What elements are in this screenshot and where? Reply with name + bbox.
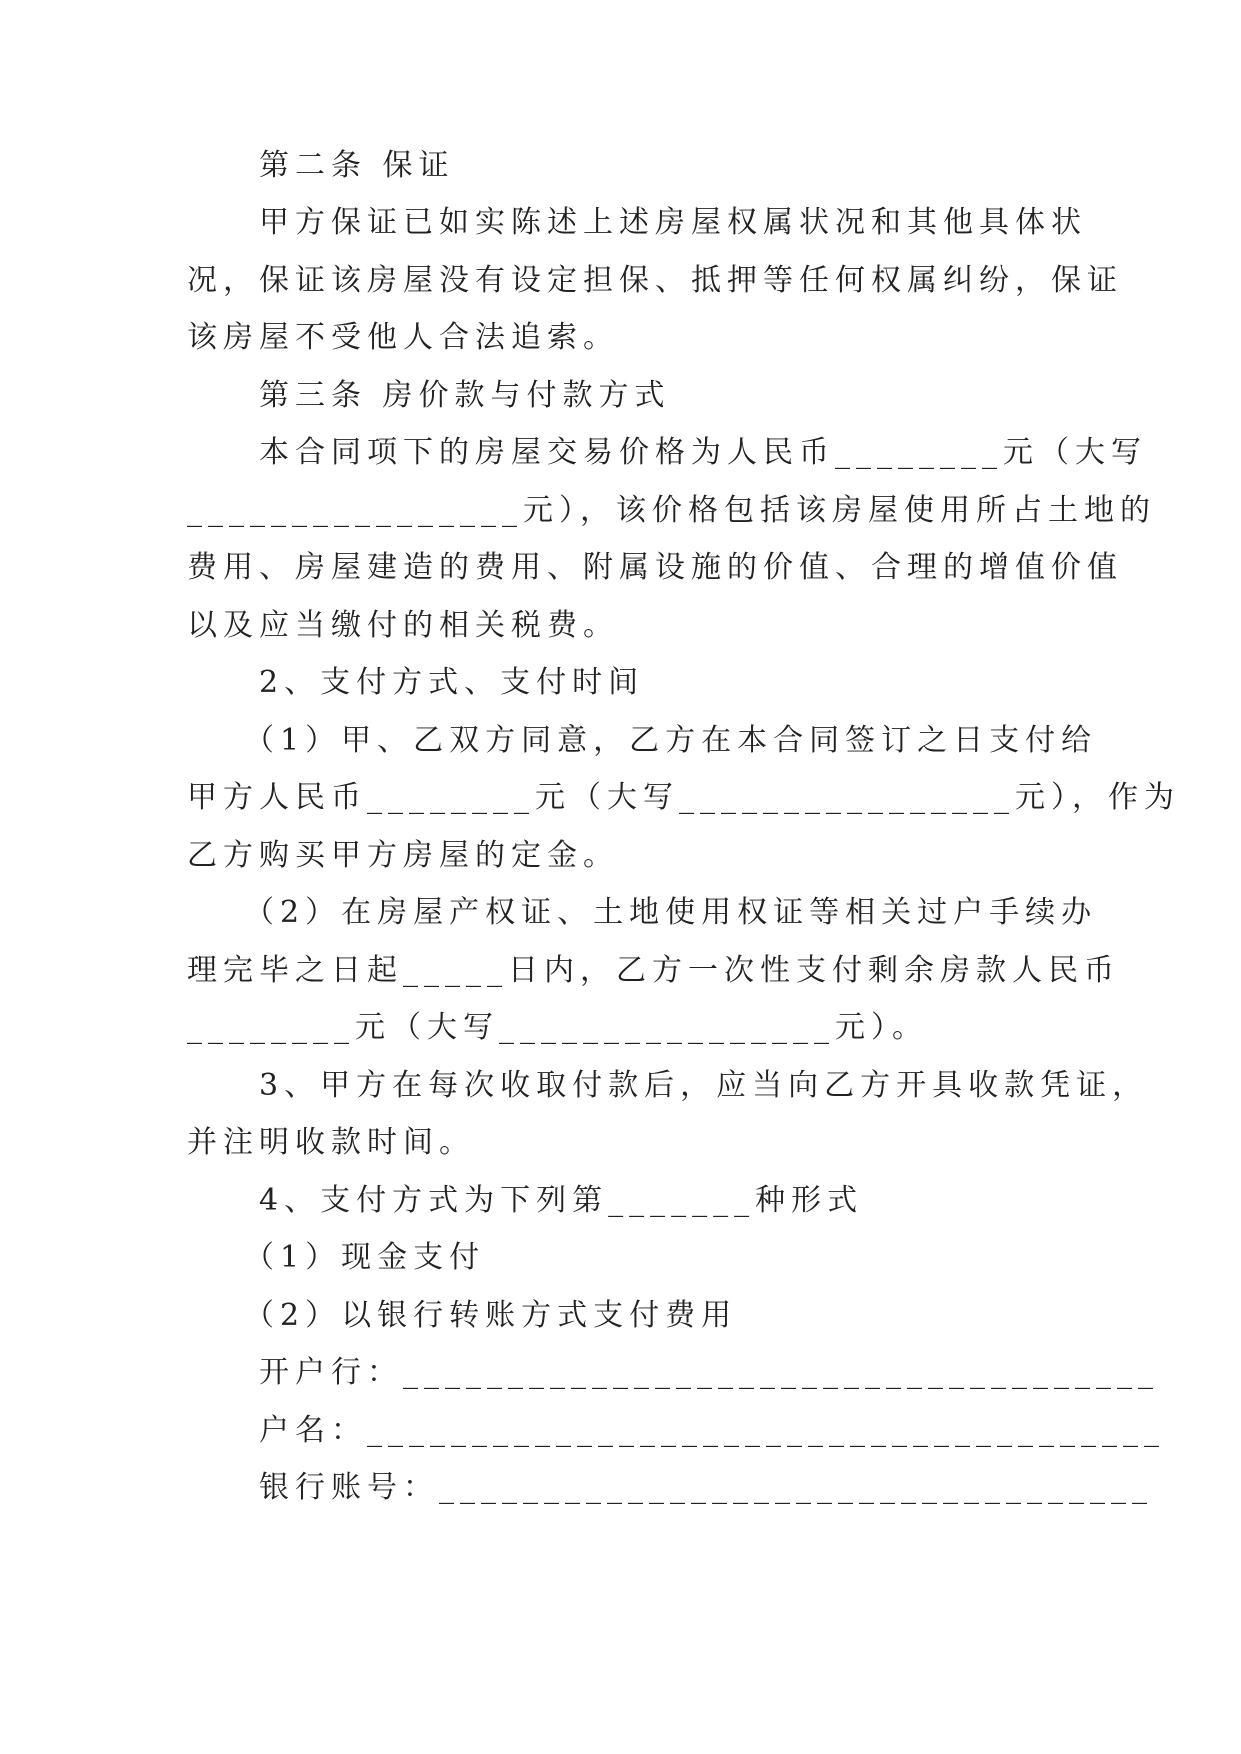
- text-line: 第二条 保证: [187, 148, 455, 183]
- text-line: ________元（大写________________元）。: [187, 1010, 928, 1045]
- text-line: 第三条 房价款与付款方式: [187, 378, 671, 413]
- text-line: 本合同项下的房屋交易价格为人民币________元（大写: [187, 435, 1147, 470]
- text-line: 甲方保证已如实陈述上述房屋权属状况和其他具体状: [187, 205, 1087, 240]
- text-line: 乙方购买甲方房屋的定金。: [187, 838, 619, 873]
- text-line: 以及应当缴付的相关税费。: [187, 608, 619, 643]
- text-line: 费用、房屋建造的费用、附属设施的价值、合理的增值价值: [187, 550, 1123, 585]
- text-line: 甲方人民币________元（大写________________元），作为: [187, 780, 1180, 815]
- text-line: 户名：______________________________________: [187, 1413, 1165, 1448]
- text-line: ________________元），该价格包括该房屋使用所占土地的: [187, 493, 1156, 528]
- text-line: 4、支付方式为下列第_______种形式: [187, 1183, 864, 1218]
- text-line: 开户行：____________________________________: [187, 1355, 1159, 1390]
- text-line: 银行账号：__________________________________: [187, 1470, 1153, 1505]
- text-line: （1）甲、乙双方同意，乙方在本合同签订之日支付给: [187, 723, 1098, 758]
- text-line: 3、甲方在每次收取付款后，应当向乙方开具收款凭证，: [187, 1068, 1149, 1103]
- text-line: （2）以银行转账方式支付费用: [187, 1298, 738, 1333]
- text-line: 并注明收款时间。: [187, 1125, 475, 1160]
- text-line: 2、支付方式、支付时间: [187, 665, 645, 700]
- text-line: （1）现金支付: [187, 1240, 486, 1275]
- text-line: （2）在房屋产权证、土地使用权证等相关过户手续办: [187, 895, 1098, 930]
- text-line: 理完毕之日起_____日内，乙方一次性支付剩余房款人民币: [187, 953, 1120, 988]
- text-line: 该房屋不受他人合法追索。: [187, 320, 619, 355]
- text-line: 况，保证该房屋没有设定担保、抵押等任何权属纠纷，保证: [187, 263, 1123, 298]
